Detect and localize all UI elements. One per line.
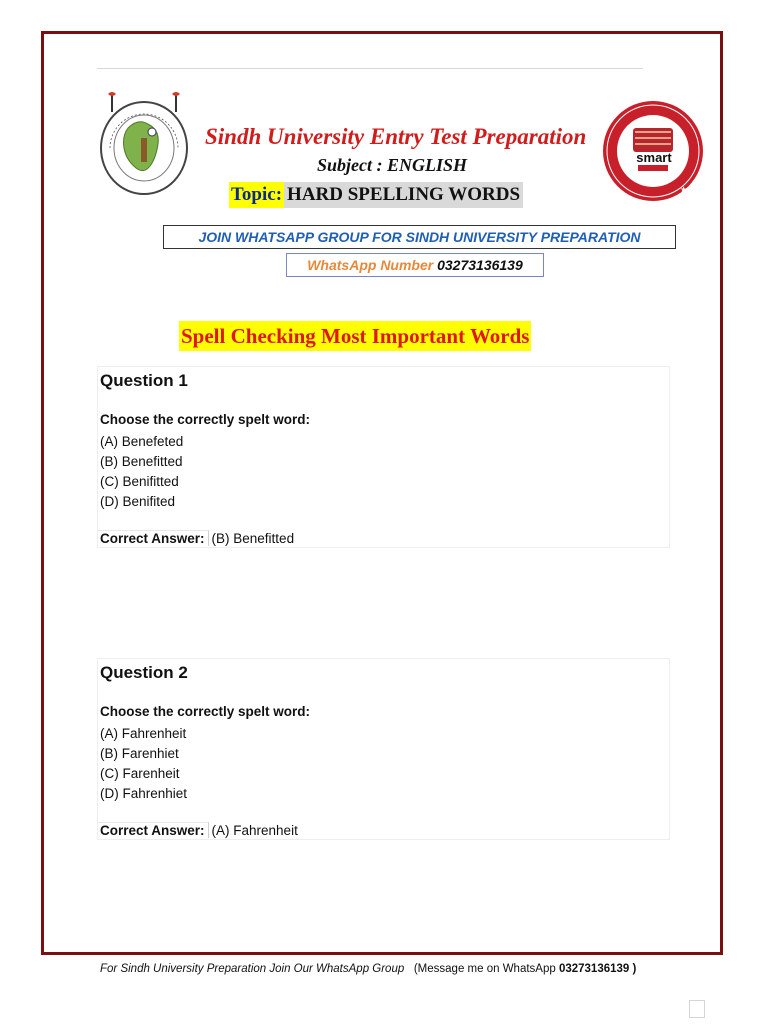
- correct-answer: [98, 529, 294, 549]
- question-title: Question 2: [100, 663, 188, 682]
- option-c: (C) Benifitted: [100, 474, 179, 489]
- whatsapp-group-banner[interactable]: JOIN WHATSAPP GROUP FOR SINDH UNIVERSITY PREPARATION: [163, 225, 676, 249]
- question-card: [97, 658, 670, 840]
- top-divider: [97, 68, 643, 69]
- question-card: [97, 366, 670, 548]
- option-d: (D) Benifited: [100, 494, 176, 509]
- whatsapp-number-banner[interactable]: [286, 253, 544, 277]
- topic-label: Topic:: [229, 182, 284, 208]
- correct-answer-value: (B) Benefitted: [211, 531, 295, 546]
- topic-value: HARD SPELLING WORDS: [284, 182, 523, 208]
- footer-number[interactable]: 03273136139: [558, 963, 630, 975]
- header-title: Sindh University Entry Test Preparation: [205, 124, 587, 149]
- corner-thumbnail-icon: [689, 1000, 705, 1018]
- correct-answer: [98, 821, 298, 841]
- option-a: (A) Fahrenheit: [100, 726, 187, 741]
- option-d: (D) Fahrenhiet: [100, 786, 188, 801]
- question-title: Question 1: [100, 371, 188, 390]
- option-c: (C) Farenheit: [100, 766, 180, 781]
- question-options: [100, 432, 183, 512]
- footer: [100, 963, 636, 975]
- correct-answer-label: Correct Answer:: [98, 530, 209, 546]
- badge-smart-text: smart: [636, 150, 672, 165]
- correct-answer-value: (A) Fahrenheit: [211, 823, 298, 838]
- question-prompt: Choose the correctly spelt word:: [100, 704, 311, 719]
- header-subject: Subject : ENGLISH: [317, 155, 468, 175]
- section-heading: Spell Checking Most Important Words: [179, 321, 531, 351]
- whatsapp-number-label: WhatsApp Number: [307, 257, 434, 273]
- whatsapp-number-value: 03273136139: [437, 257, 523, 273]
- footer-message-prefix: (Message me on WhatsApp: [413, 963, 556, 975]
- footer-message-suffix: ): [632, 963, 637, 975]
- university-of-sindh-seal-icon: [98, 90, 190, 198]
- question-options: [100, 724, 187, 804]
- option-b: (B) Farenhiet: [100, 746, 179, 761]
- option-b: (B) Benefitted: [100, 454, 183, 469]
- correct-answer-label: Correct Answer:: [98, 822, 209, 838]
- option-a: (A) Benefeted: [100, 434, 184, 449]
- svg-text:★: ★: [680, 185, 688, 194]
- header-topic: [229, 181, 523, 209]
- question-prompt: Choose the correctly spelt word:: [100, 412, 311, 427]
- footer-text: For Sindh University Preparation Join Our WhatsApp Group: [100, 963, 405, 975]
